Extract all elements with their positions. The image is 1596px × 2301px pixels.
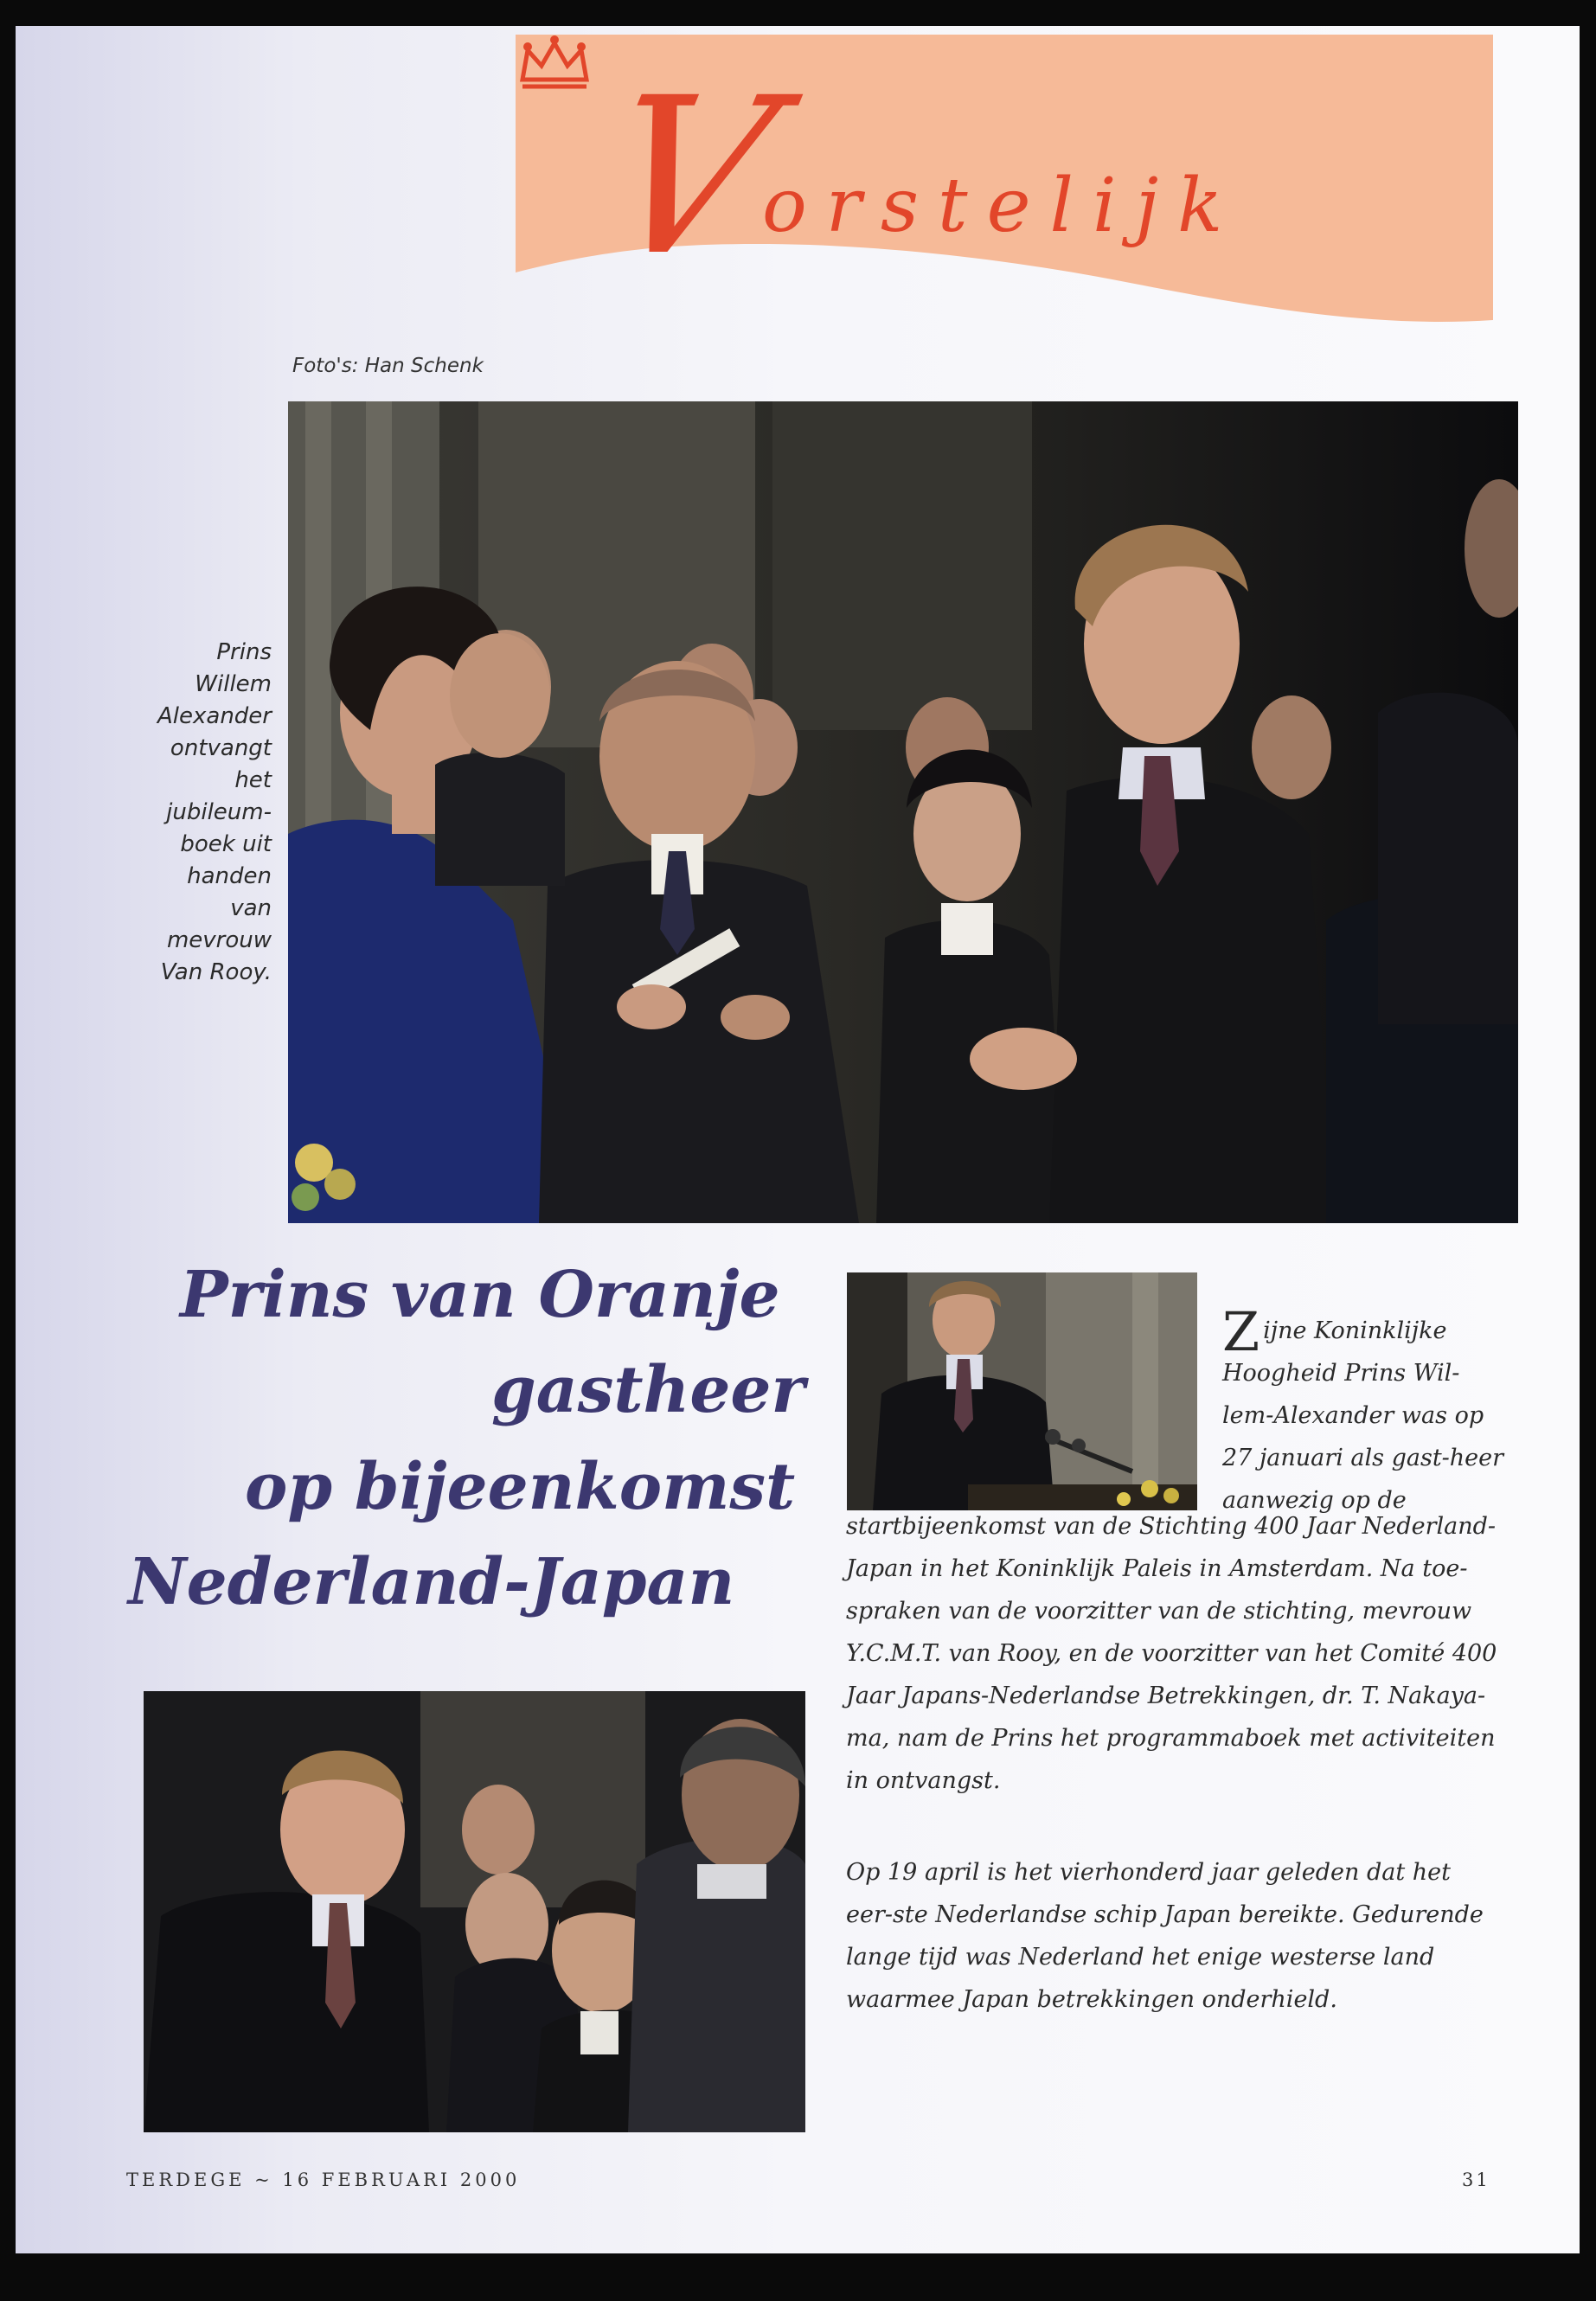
page-number: 31 [1462,2170,1490,2190]
publication-footer: TERDEGE ~ 16 FEBRUARI 2000 [126,2170,521,2190]
section-banner [516,35,1493,329]
headline-line-4: Nederland-Japan [128,1545,735,1619]
headline-line-3: op bijeenkomst [245,1450,796,1524]
crown-icon [516,35,593,95]
intro-text: ijne Koninklijke Hoogheid Prins Wil-lem-Alexander was op 27 januari als gast-heer aanwezig op de [1222,1317,1504,1514]
article-paragraph-2: Op 19 april is het vierhonderd jaar geleden dat het eer-ste Nederlandse schip Japan bereikte. Gedurende lange tijd was Nederland het enige westerse land waarmee Japan betrekkingen onderhield. [846,1859,1484,2013]
speech-scene-image [847,1272,1197,1510]
photo-credit: Foto's: Han Schenk [292,355,484,377]
headline-line-1: Prins van Oranje [180,1258,780,1332]
magazine-page [16,26,1580,2253]
bottom-photo [144,1691,805,2132]
article-paragraph-1: startbijeenkomst van de Stichting 400 Jaar Nederland-Japan in het Koninklijk Paleis in Amsterdam. Na toe-spraken van de voorzitter van de stichting, mevrouw Y.C.M.T. van Rooy, en de voorzitter van het Comité 400 Jaar Japans-Nederlandse Betrekkingen, dr. T. Nakaya-ma, nam de Prins het programmaboek met activiteiten in ontvangst. [846,1513,1497,1794]
article-intro [1222,1300,1508,1522]
speech-photo [847,1272,1197,1510]
photo-caption: Prins Willem Alexander ontvangt het jubileum- boek uit handen van mevrouw Van Rooy. [157,639,272,985]
reception-scene-image [288,401,1518,1223]
main-photo [288,401,1518,1223]
section-title: orstelijk [762,163,1242,249]
conversation-scene-image [144,1691,805,2132]
drop-cap: Z [1222,1300,1260,1363]
article-headline [102,1246,820,1652]
headline-line-2: gastheer [491,1353,805,1427]
section-title-initial: V [584,51,794,303]
